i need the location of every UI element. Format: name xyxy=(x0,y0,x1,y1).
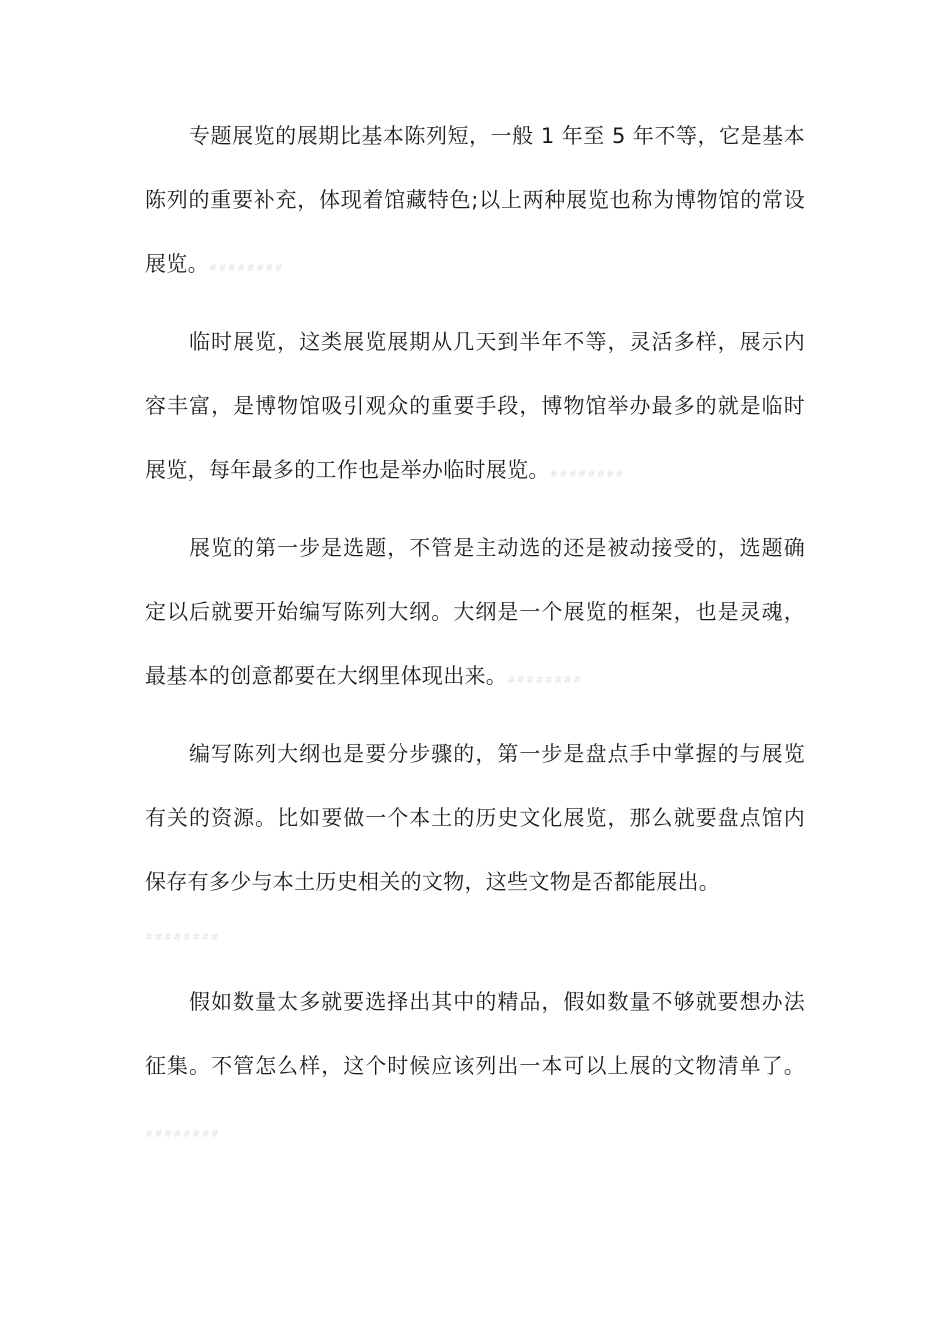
watermark-mark: ######## xyxy=(549,469,625,480)
paragraph-text: 编写陈列大纲也是要分步骤的，第一步是盘点手中掌握的与展览有关的资源。比如要做一个本土的历史文化展览，那么就要盘点馆内保存有多少与本土历史相关的文物，这些文物是否都能展出。 xyxy=(145,742,805,894)
watermark-mark: ######## xyxy=(145,932,221,943)
paragraph-outline-steps xyxy=(145,722,805,914)
watermark-mark: ######## xyxy=(145,1129,221,1140)
paragraph-artifact-list xyxy=(145,970,805,1162)
paragraph-topic-selection xyxy=(145,516,805,708)
paragraph-temporary-exhibition xyxy=(145,310,805,502)
paragraph-special-exhibition xyxy=(145,104,805,296)
watermark-mark: ######## xyxy=(208,263,284,274)
paragraph-text: 临时展览，这类展览展期从几天到半年不等，灵活多样，展示内容丰富，是博物馆吸引观众的重要手段，博物馆举办最多的就是临时展览，每年最多的工作也是举办临时展览。 xyxy=(145,330,805,482)
watermark-mark: ######## xyxy=(507,675,583,686)
paragraph-text: 专题展览的展期比基本陈列短，一般 1 年至 5 年不等，它是基本陈列的重要补充，体现着馆藏特色;以上两种展览也称为博物馆的常设展览。 xyxy=(145,124,805,276)
paragraph-text: 展览的第一步是选题，不管是主动选的还是被动接受的，选题确定以后就要开始编写陈列大纲。大纲是一个展览的框架，也是灵魂，最基本的创意都要在大纲里体现出来。 xyxy=(145,536,805,688)
paragraph-text: 假如数量太多就要选择出其中的精品，假如数量不够就要想办法征集。不管怎么样，这个时候应该列出一本可以上展的文物清单了。 xyxy=(145,990,805,1078)
